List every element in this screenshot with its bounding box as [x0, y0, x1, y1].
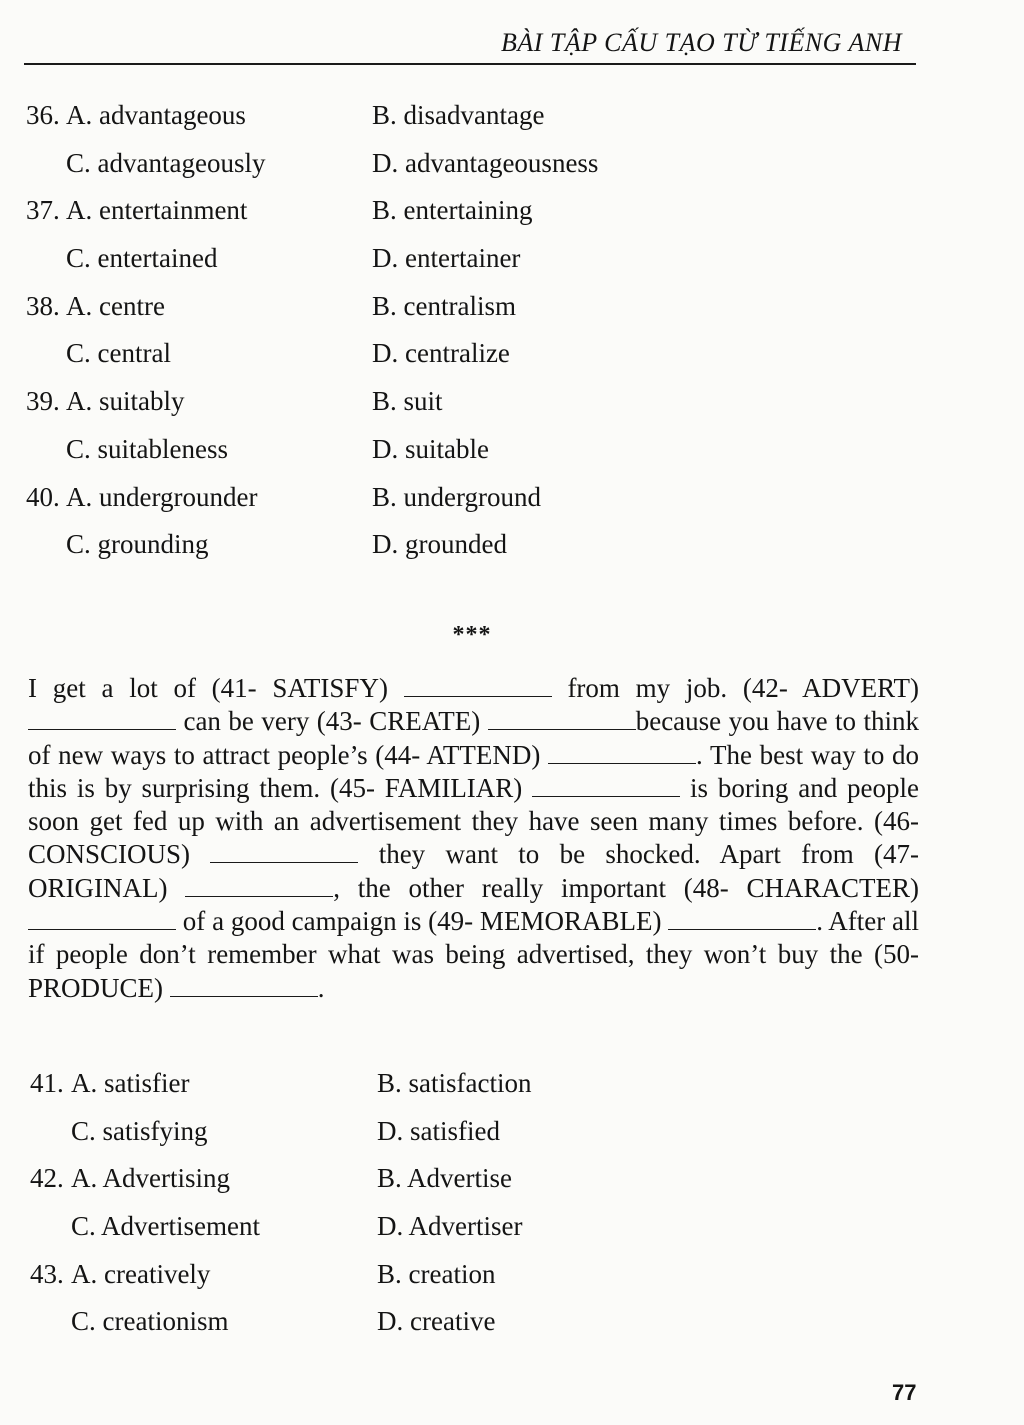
option-b: B. underground: [372, 481, 541, 512]
passage-text: I get a lot of (41- SATISFY): [28, 673, 388, 703]
answer-blank-48: [28, 907, 176, 930]
passage-text: they want to be shocked. Apart from (47- ORIGINAL): [28, 839, 920, 903]
question-number: 42.: [30, 1163, 64, 1194]
question-number: 36.: [26, 100, 60, 130]
option-b: B. disadvantage: [372, 100, 545, 130]
question-list-41-43: [0, 1068, 1024, 1354]
question-39-row-cd: [0, 434, 1024, 482]
option-b: B. suit: [372, 386, 443, 417]
option-d: D. satisfied: [377, 1115, 500, 1146]
passage-text: . The best way to do this is by surprising them. (45- FAMILIAR): [28, 739, 920, 803]
question-36-row-ab: [0, 100, 1024, 148]
option-a: A. advantageous: [66, 100, 246, 130]
question-40-row-cd: [0, 529, 1024, 577]
question-number: 41.: [30, 1068, 64, 1098]
option-c: C. entertained: [66, 243, 218, 274]
answer-blank-42: [28, 707, 176, 730]
option-a: A. Advertising: [71, 1163, 230, 1194]
passage-text: can be very (43- CREATE): [183, 706, 481, 737]
question-40-row-ab: [0, 482, 1024, 530]
option-c: C. central: [66, 338, 171, 369]
option-b: B. centralism: [372, 290, 516, 321]
option-d: D. grounded: [372, 529, 507, 560]
answer-blank-47: [185, 874, 333, 897]
passage-text: because you have to think of new ways to attract people’s (44- ATTEND): [28, 706, 920, 770]
answer-blank-44: [548, 741, 696, 764]
option-d: D. suitable: [372, 433, 489, 464]
question-number: 38.: [26, 290, 60, 321]
option-a: A. satisfier: [71, 1068, 190, 1098]
passage-text: , the other really important (48- CHARACTER): [333, 872, 919, 903]
question-38-row-ab: [0, 291, 1024, 339]
option-b: B. Advertise: [377, 1163, 512, 1194]
answer-blank-41: [404, 674, 552, 697]
question-number: 40.: [26, 481, 60, 512]
question-37-row-ab: [0, 195, 1024, 243]
passage-text: is boring and people soon get fed up with an advertisement they have seen many times before. (46- CONSCIOUS): [28, 772, 920, 870]
answer-blank-43: [488, 707, 636, 730]
question-42-row-cd: [0, 1211, 1024, 1259]
question-37-row-cd: [0, 243, 1024, 291]
question-number: 37.: [26, 195, 60, 226]
question-39-row-ab: [0, 386, 1024, 434]
question-43-row-cd: [0, 1306, 1024, 1354]
page-number: 77: [892, 1380, 917, 1405]
passage-text: of a good campaign is (49- MEMORABLE): [182, 906, 662, 937]
option-b: B. entertaining: [372, 195, 533, 226]
answer-blank-46: [210, 840, 358, 863]
question-number: 43.: [30, 1258, 64, 1289]
option-c: C. grounding: [66, 529, 209, 560]
option-d: D. creative: [377, 1306, 496, 1337]
question-number: 39.: [26, 386, 60, 417]
answer-blank-50: [170, 974, 318, 997]
question-41-row-ab: [0, 1068, 1024, 1116]
option-d: D. centralize: [372, 338, 510, 369]
question-42-row-ab: [0, 1163, 1024, 1211]
option-a: A. undergrounder: [66, 481, 258, 512]
header-divider: [24, 63, 916, 65]
section-separator: ***: [452, 622, 492, 648]
option-d: D. Advertiser: [377, 1211, 523, 1242]
option-b: B. creation: [377, 1258, 496, 1289]
passage-text: .: [317, 972, 325, 1003]
question-36-row-cd: [0, 148, 1024, 196]
option-c: C. suitableness: [66, 433, 228, 464]
question-43-row-ab: [0, 1259, 1024, 1307]
option-a: A. centre: [66, 290, 165, 321]
passage-text: from my job. (42- ADVERT): [567, 673, 920, 703]
passage-text: . After all if people don’t remember what was being advertised, they won’t buy the (50- PRODUCE): [28, 906, 920, 1003]
question-41-row-cd: [0, 1116, 1024, 1164]
option-a: A. creatively: [71, 1258, 211, 1289]
option-c: C. satisfying: [71, 1115, 208, 1146]
cloze-passage: [28, 672, 919, 1005]
option-b: B. satisfaction: [377, 1068, 532, 1098]
option-c: C. advantageously: [66, 147, 266, 178]
option-a: A. entertainment: [66, 195, 248, 226]
page-header-title: BÀI TẬP CẤU TẠO TỪ TIẾNG ANH: [500, 28, 902, 57]
option-c: C. Advertisement: [71, 1211, 260, 1242]
option-c: C. creationism: [71, 1306, 229, 1337]
option-d: D. advantageousness: [372, 147, 599, 178]
question-list-36-40: [0, 100, 1024, 577]
answer-blank-45: [532, 774, 680, 797]
option-a: A. suitably: [66, 386, 185, 417]
option-d: D. entertainer: [372, 243, 521, 274]
answer-blank-49: [668, 907, 816, 930]
question-38-row-cd: [0, 338, 1024, 386]
